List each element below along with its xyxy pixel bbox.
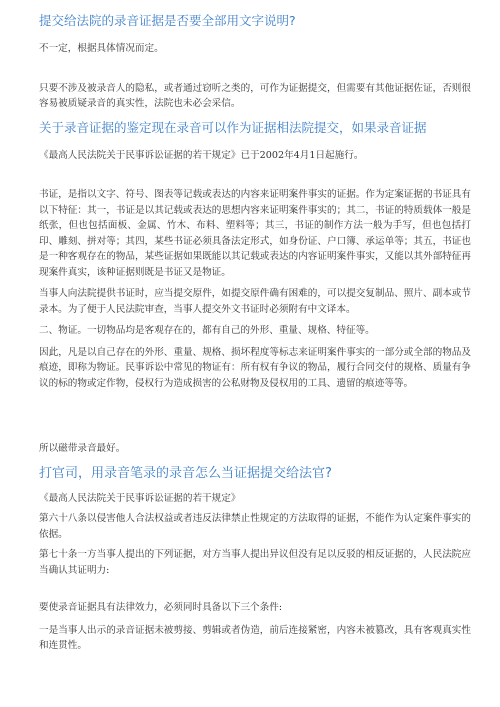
- paragraph: 二、物证。一切物品均是客观存在的，都有自己的外形、重量、规格、特征等。: [39, 325, 375, 336]
- paragraph: 《最高人民法院关于民事诉讼证据的若干规定》: [39, 492, 241, 504]
- paragraph: 第七十条一方当事人提出的下列证据，对方当事人提出异议但没有足以反驳的相反证据的，人民法院应当确认其证明力:: [39, 549, 471, 576]
- section-heading: 关于录音证据的鉴定现在录音可以作为证据相法院提交，如果录音证据: [39, 119, 427, 135]
- section-heading: 提交给法院的录音证据是否要全部用文字说明?: [39, 13, 296, 28]
- paragraph: 所以磁带录音最好。: [39, 443, 126, 454]
- section-heading: 打官司，用录音笔录的录音怎么当证据提交给法官?: [39, 465, 332, 481]
- paragraph: 一是当事人出示的录音证据未被剪接、剪辑或者伪造，前后连接紧密，内容未被篡改，具有客观真实性和连贯性。: [39, 624, 471, 651]
- paragraph: 因此，凡是以自己存在的外形、重量、规格、损坏程度等标志来证明案件事实的一部分或全部的物品及痕迹，即称为物证。民事诉讼中常见的物证有：所有权有争议的物品，履行合同交付的规格、质量有争议的标的物或定作物，侵权行为造成损害的公私财物及侵权用的工具、遗留的痕迹等等。: [39, 346, 471, 389]
- paragraph: 第六十八条以侵害他人合法权益或者违反法律禁止性规定的方法取得的证据，不能作为认定案件事实的依据。: [39, 513, 471, 540]
- paragraph: 要使录音证据具有法律效力，必须同时具备以下三个条件:: [39, 602, 283, 613]
- paragraph: 书证，是指以文字、符号、图表等记载或表达的内容来证明案件事实的证据。作为定案证据的书证具有以下特征：其一，书证是以其记载或表达的思想内容来证明案件事实的；其二，书证的特质载体一般是纸张，但也包括面板、金属、竹木、布料、塑料等；其三，书证的制作方法一般为手写，但也包括打印、雕刻、拼对等；其四，某些书证必须具备法定形式，如身份证、户口簿、承运单等；其五，书证也是一种客观存在的物品，某些证据如果既能以其记载或表达的内容证明案件事实，又能以其外部特征再现案件真实，该种证据则既是书证又是物证。: [39, 189, 471, 278]
- paragraph: 当事人向法院提供书证时，应当提交原件，如提交原件确有困难的，可以提交复制品、照片、副本或节录本。为了便于人民法院审查，当事人提交外文书证时必须附有中文译本。: [39, 288, 471, 315]
- paragraph: 《最高人民法院关于民事诉讼证据的若干规定》已于2002年4月1日起施行。: [39, 149, 364, 161]
- article: [39, 12, 471, 654]
- paragraph: 不一定，根据具体情况而定。: [39, 43, 164, 54]
- paragraph: 只要不涉及被录音人的隐私，或者通过窃听之类的，可作为证据提交，但需要有其他证据佐证，否则很容易被质疑录音的真实性，法院也未必会采信。: [39, 82, 471, 109]
